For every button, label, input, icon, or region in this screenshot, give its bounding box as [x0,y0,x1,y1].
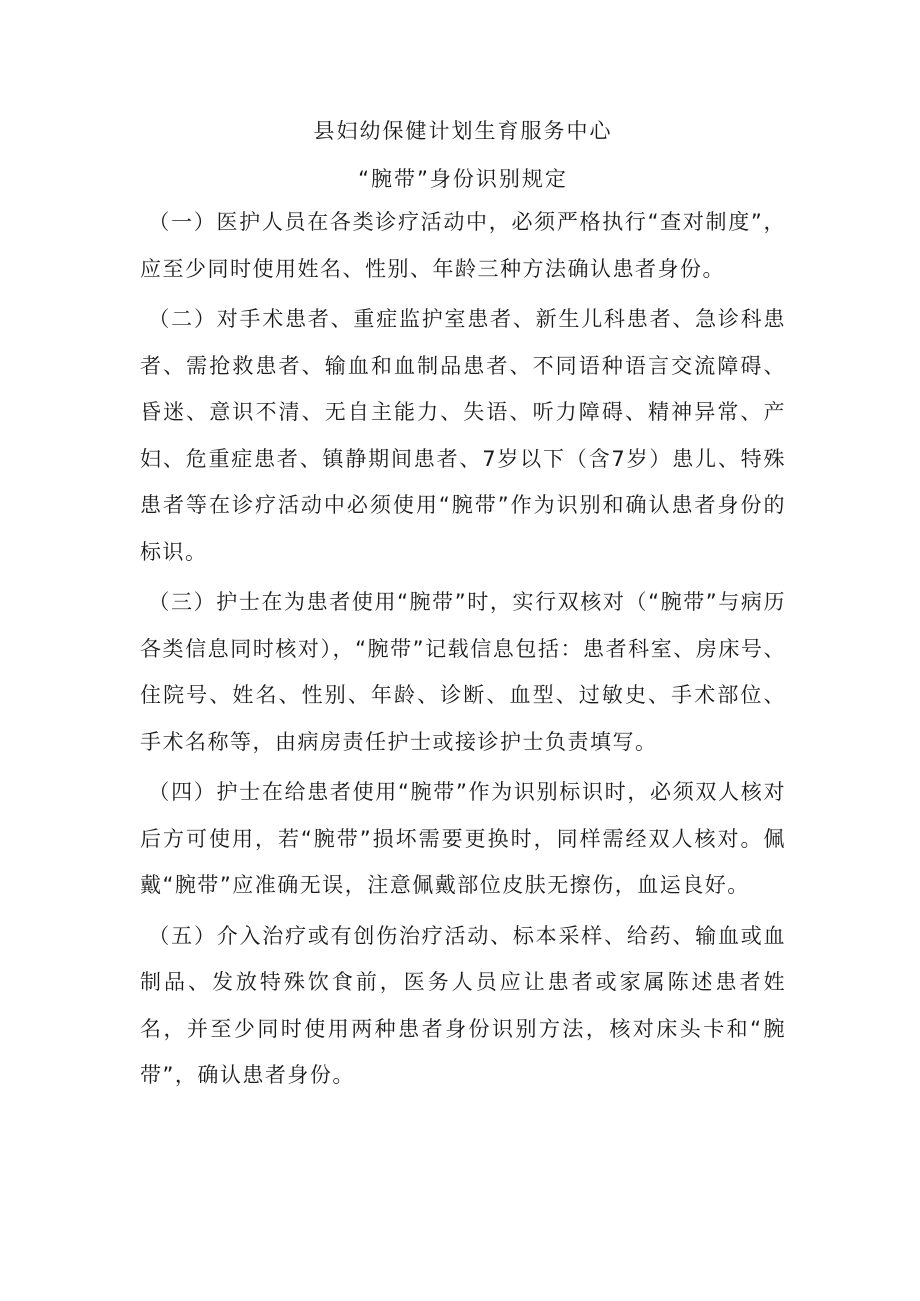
document-subtitle: “腕带”身份识别规定 [358,167,568,191]
document-title: 县妇幼保健计划生育服务中心 [313,119,613,143]
paragraph-4: （四）护士在给患者使用“腕带”作为识别标识时，必须双人核对后方可使用，若“腕带”损坏需要更换时，同样需经双人核对。佩戴“腕带”应准确无误，注意佩戴部位皮肤无擦伤，血运良好。 [140,780,786,897]
paragraph-3: （三）护士在为患者使用“腕带”时，实行双核对（“腕带”与病历各类信息同时核对），“腕带”记载信息包括：患者科室、房床号、住院号、姓名、性别、年龄、诊断、血型、过敏史、手术部位、手术名称等，由病房责任护士或接诊护士负责填写。 [140,590,786,754]
paragraph-2: （二）对手术患者、重症监护室患者、新生儿科患者、急诊科患者、需抢救患者、输血和血制品患者、不同语种语言交流障碍、昏迷、意识不清、无自主能力、失语、听力障碍、精神异常、产妇、危重症患者、镇静期间患者、7岁以下（含7岁）患儿、特殊患者等在诊疗活动中必须使用“腕带”作为识别和确认患者身份的标识。 [140,307,786,564]
paragraph-5: （五）介入治疗或有创伤治疗活动、标本采样、给药、输血或血制品、发放特殊饮食前，医务人员应让患者或家属陈述患者姓名，并至少同时使用两种患者身份识别方法，核对床头卡和“腕带”，确认患者身份。 [140,923,786,1087]
paragraph-1: （一）医护人员在各类诊疗活动中，必须严格执行“查对制度”，应至少同时使用姓名、性别、年龄三种方法确认患者身份。 [140,210,786,281]
